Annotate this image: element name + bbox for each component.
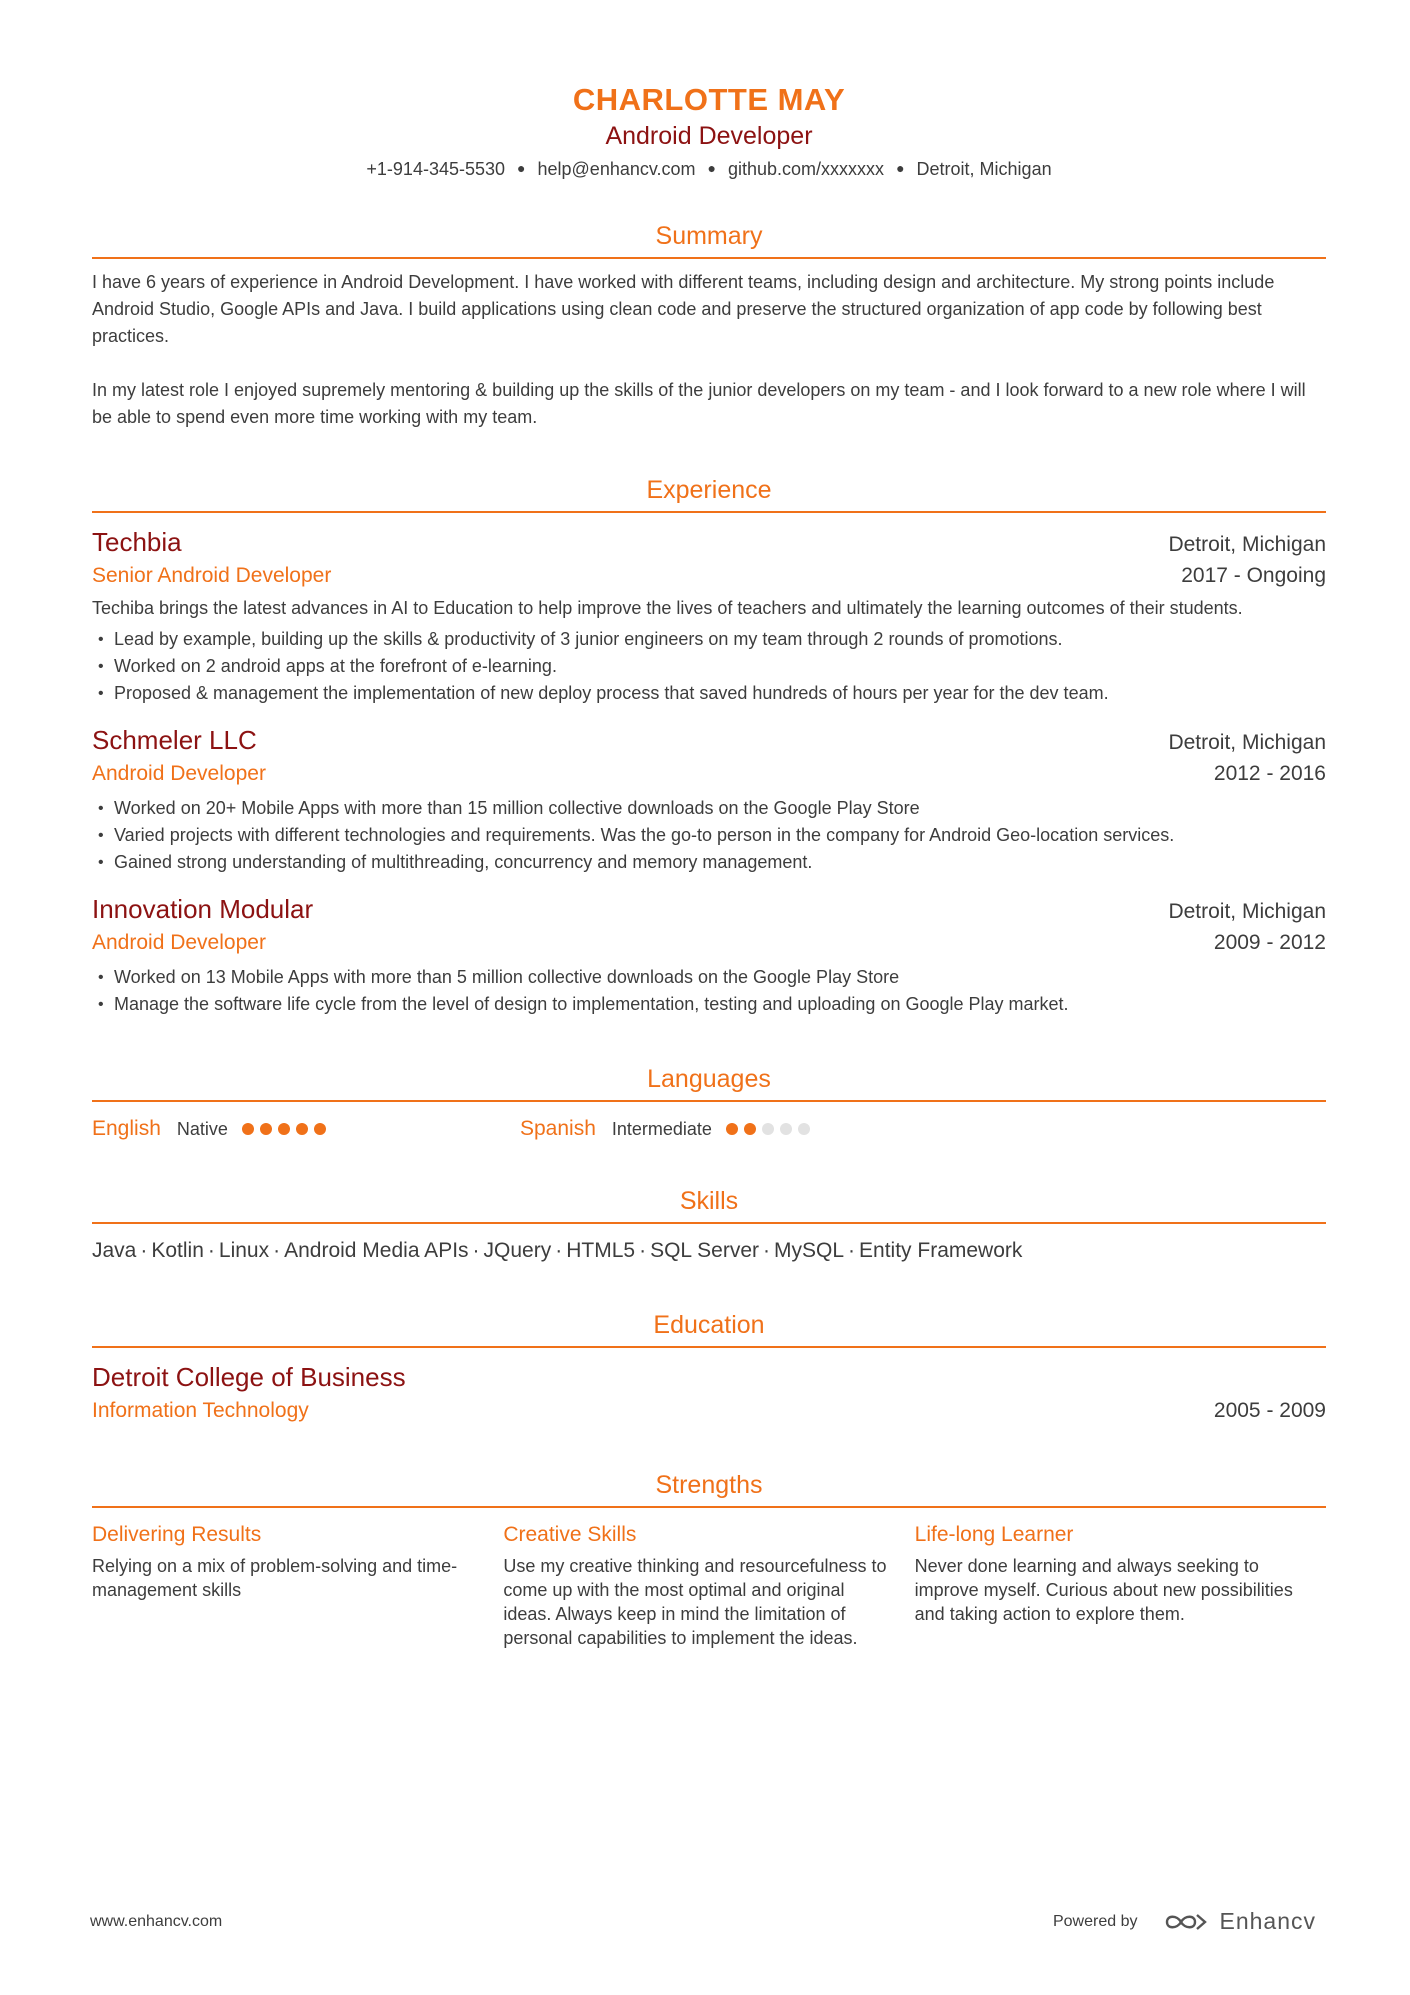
rating-dot-empty (798, 1123, 810, 1135)
summary-section (92, 219, 1326, 431)
email-link[interactable]: help@enhancv.com (537, 159, 696, 179)
brand-name: Enhancv (1219, 1908, 1316, 1934)
section-title-skills: Skills (92, 1184, 1326, 1224)
skill-separator: · (140, 1239, 148, 1262)
skill-separator: · (848, 1239, 856, 1262)
enhancv-logo-icon (1163, 1910, 1209, 1934)
skill-separator: · (555, 1239, 563, 1262)
skill-item: Java (92, 1239, 137, 1262)
languages-section (92, 1062, 1326, 1144)
skill-item: Android Media APIs (284, 1239, 469, 1262)
languages-row (92, 1114, 1326, 1144)
strength-description: Use my creative thinking and resourcefulness to come up with the most optimal and original ideas. Always keep in mind the limitation of personal capabilities to implement the ideas. (503, 1556, 887, 1648)
language-level: Native (176, 1118, 228, 1139)
enhancv-logo[interactable] (1163, 1908, 1316, 1935)
skill-separator: · (763, 1239, 771, 1262)
summary-paragraph: In my latest role I enjoyed supremely mentoring & building up the skills of the junior developers on my team - and I look forward to a new role where I will be able to spend even more time working with my team. (92, 380, 1306, 427)
language-name: English (92, 1117, 161, 1140)
job-dates: 2012 - 2016 (1213, 762, 1326, 785)
rating-dot-empty (780, 1123, 792, 1135)
experience-item (92, 892, 1326, 1018)
language-item (92, 1117, 520, 1141)
skill-item: HTML5 (566, 1239, 636, 1262)
section-title-languages: Languages (92, 1062, 1326, 1102)
rating-dot-filled (314, 1123, 326, 1135)
company-description: Techiba brings the latest advances in AI to Education to help improve the lives of teachers and ultimately the learning outcomes of their students. (92, 598, 1243, 618)
strength-title: Life-long Learner (914, 1523, 1074, 1546)
list-item: • Worked on 20+ Mobile Apps with more than 15 million collective downloads on the Google Play Store (92, 795, 1326, 822)
strength-item (915, 1520, 1326, 1650)
experience-item (92, 723, 1326, 876)
phone: +1-914-345-5530 (366, 159, 506, 179)
rating-dot-filled (726, 1123, 738, 1135)
resume-header (92, 80, 1326, 183)
skill-separator: · (639, 1239, 647, 1262)
section-title-experience: Experience (92, 473, 1326, 513)
section-title-summary: Summary (92, 219, 1326, 259)
experience-item (92, 525, 1326, 707)
strength-description: Relying on a mix of problem-solving and time-management skills (92, 1556, 458, 1600)
section-title-education: Education (92, 1308, 1326, 1348)
strengths-grid (92, 1520, 1326, 1650)
language-rating (242, 1123, 332, 1135)
achievement-list (92, 626, 1326, 707)
job-dates: 2017 - Ongoing (1181, 564, 1326, 587)
skill-item: Kotlin (151, 1239, 204, 1262)
skill-item: SQL Server (650, 1239, 760, 1262)
candidate-title: Android Developer (605, 122, 813, 150)
language-level: Intermediate (611, 1118, 712, 1139)
strengths-section (92, 1468, 1326, 1650)
education-dates: 2005 - 2009 (1213, 1399, 1326, 1422)
skill-item: JQuery (483, 1239, 552, 1262)
list-item: • Worked on 2 android apps at the forefront of e-learning. (92, 653, 1326, 680)
resume-page (92, 80, 1326, 1650)
language-rating (726, 1123, 816, 1135)
location: Detroit, Michigan (916, 159, 1052, 179)
strength-item (503, 1520, 914, 1650)
job-role: Android Developer (92, 762, 266, 785)
achievement-list (92, 795, 1326, 876)
company-name: Schmeler LLC (92, 725, 257, 755)
job-role: Android Developer (92, 931, 266, 954)
list-item: • Proposed & management the implementation of new deploy process that saved hundreds of hours per year for the dev team. (92, 680, 1326, 707)
bullet-separator: ● (896, 160, 905, 176)
education-section (92, 1308, 1326, 1428)
language-name: Spanish (520, 1117, 596, 1140)
strength-title: Delivering Results (92, 1523, 262, 1546)
bullet-separator: ● (517, 160, 526, 176)
job-role: Senior Android Developer (92, 564, 332, 587)
experience-section (92, 473, 1326, 1018)
skill-separator: · (207, 1239, 215, 1262)
achievement-list (92, 964, 1326, 1018)
github-link[interactable]: github.com/xxxxxxx (728, 159, 885, 179)
skill-item: MySQL (774, 1239, 845, 1262)
rating-dot-filled (296, 1123, 308, 1135)
candidate-name: CHARLOTTE MAY (572, 82, 846, 117)
job-location: Detroit, Michigan (1168, 533, 1326, 556)
skill-separator: · (273, 1239, 281, 1262)
footer-website-link[interactable]: www.enhancv.com (90, 1912, 223, 1930)
education-field: Information Technology (92, 1399, 309, 1422)
company-name: Techbia (92, 527, 182, 557)
section-title-strengths: Strengths (92, 1468, 1326, 1508)
rating-dot-filled (278, 1123, 290, 1135)
list-item: • Varied projects with different technologies and requirements. Was the go-to person in the company for Android Geo-location services. (92, 822, 1326, 849)
footer (90, 1908, 1316, 1935)
rating-dot-filled (744, 1123, 756, 1135)
strength-item (92, 1520, 503, 1650)
rating-dot-filled (242, 1123, 254, 1135)
skill-separator: · (472, 1239, 480, 1262)
footer-brand (1053, 1908, 1316, 1935)
school-name: Detroit College of Business (92, 1362, 406, 1392)
powered-by-label: Powered by (1052, 1912, 1138, 1930)
skills-list (92, 1236, 1326, 1266)
job-location: Detroit, Michigan (1168, 731, 1326, 754)
strength-description: Never done learning and always seeking to improve myself. Curious about new possibilities and taking action to explore them. (914, 1556, 1293, 1624)
contact-line (92, 156, 1326, 183)
strength-title: Creative Skills (503, 1523, 637, 1546)
job-dates: 2009 - 2012 (1213, 931, 1326, 954)
summary-paragraph: I have 6 years of experience in Android Development. I have worked with different teams, including design and architecture. My strong points include Android Studio, Google APIs and Java. I build applications using clean code and preserve the structured organization of app code by following best practices. (92, 272, 1275, 346)
bullet-separator: ● (707, 160, 716, 176)
skill-item: Linux (218, 1239, 270, 1262)
rating-dot-empty (762, 1123, 774, 1135)
skill-item: Entity Framework (859, 1239, 1023, 1262)
language-item (520, 1117, 948, 1141)
company-name: Innovation Modular (92, 894, 314, 924)
list-item: • Gained strong understanding of multithreading, concurrency and memory management. (92, 849, 1326, 876)
job-location: Detroit, Michigan (1168, 900, 1326, 923)
rating-dot-filled (260, 1123, 272, 1135)
list-item: • Manage the software life cycle from the level of design to implementation, testing and uploading on Google Play market. (92, 991, 1326, 1018)
skills-section (92, 1184, 1326, 1266)
list-item: • Worked on 13 Mobile Apps with more than 5 million collective downloads on the Google Play Store (92, 964, 1326, 991)
list-item: • Lead by example, building up the skills & productivity of 3 junior engineers on my team through 2 rounds of promotions. (92, 626, 1326, 653)
